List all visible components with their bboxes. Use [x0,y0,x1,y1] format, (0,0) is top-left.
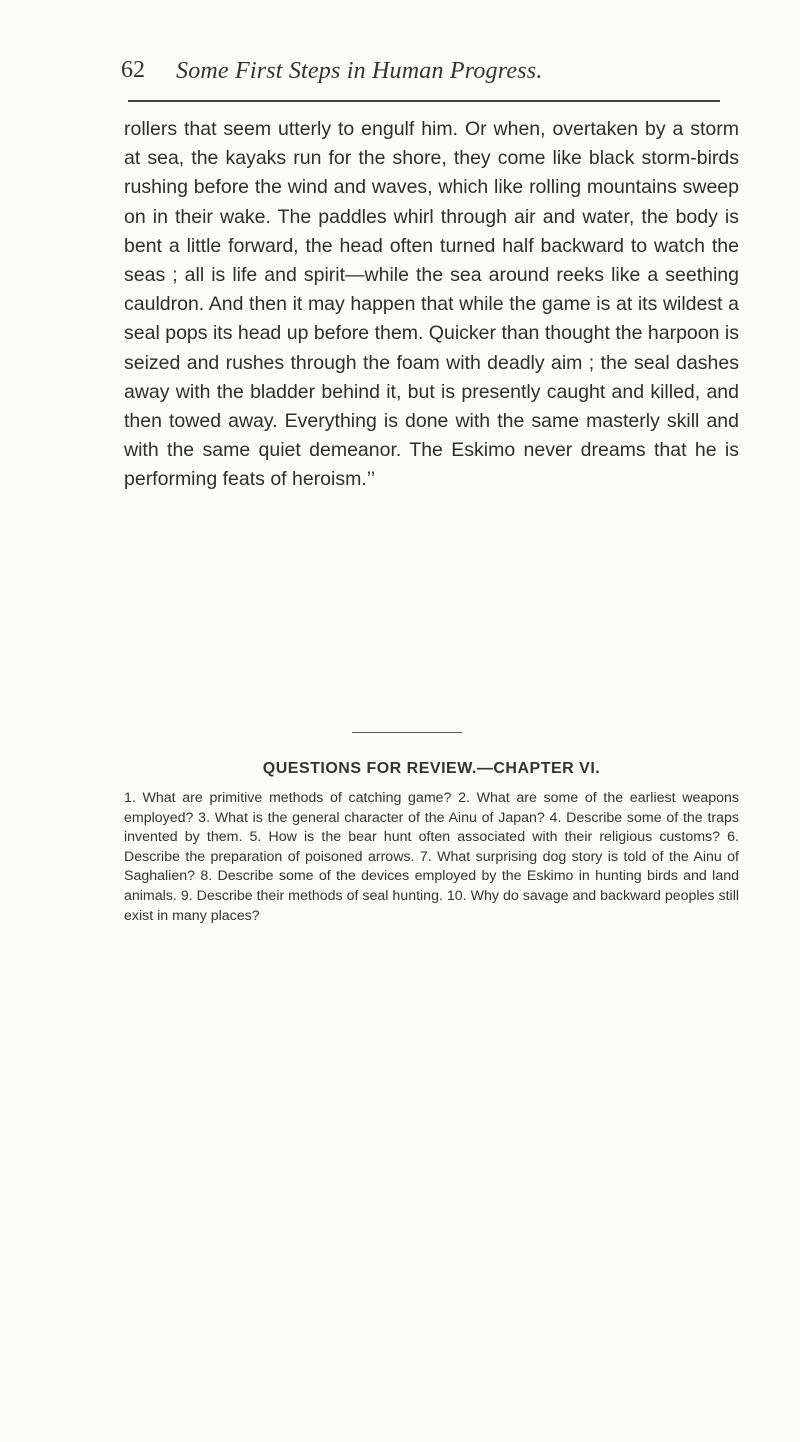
review-heading: QUESTIONS FOR REVIEW.—CHAPTER VI. [262,760,601,777]
section-divider [352,732,462,733]
running-head [121,57,721,97]
page-number: 62 [121,57,145,83]
review-questions: 1. What are primitive methods of catching game? 2. What are some of the earliest weapons employed? 3. What is the general character of the Ainu of Japan? 4. Describe some of the traps invented by them. 5. How is the bear hunt often associated with their religious customs? 6. Describe the preparation of poisoned arrows. 7. What surprising dog story is told of the Ainu of Saghalien? 8. Describe some of the devices employed by the Eskimo in hunting birds and land animals. 9. Describe their methods of seal hunting. 10. Why do savage and backward peoples still exist in many places? [124,790,739,924]
running-title: Some First Steps in Human Progress. [176,58,543,84]
body-paragraph: rollers that seem utterly to engulf him. Or when, overtaken by a storm at sea, the kayaks run for the shore, they come like black storm-birds rushing before the wind and waves, which like rolling mountains sweep on in their wake. The paddles whirl through air and water, the body is bent a little forward, the head often turned half backward to watch the seas ; all is life and spirit—while the sea around reeks like a seething cauldron. And then it may happen that while the game is at its wildest a seal pops its head up before them. Quicker than thought the harpoon is seized and rushes through the foam with deadly aim ; the seal dashes away with the bladder behind it, but is presently caught and killed, and then towed away. Everything is done with the same masterly skill and with the same quiet demeanor. The Eskimo never dreams that he is performing feats of heroism.’’ [124,118,739,491]
header-rule [128,100,720,102]
